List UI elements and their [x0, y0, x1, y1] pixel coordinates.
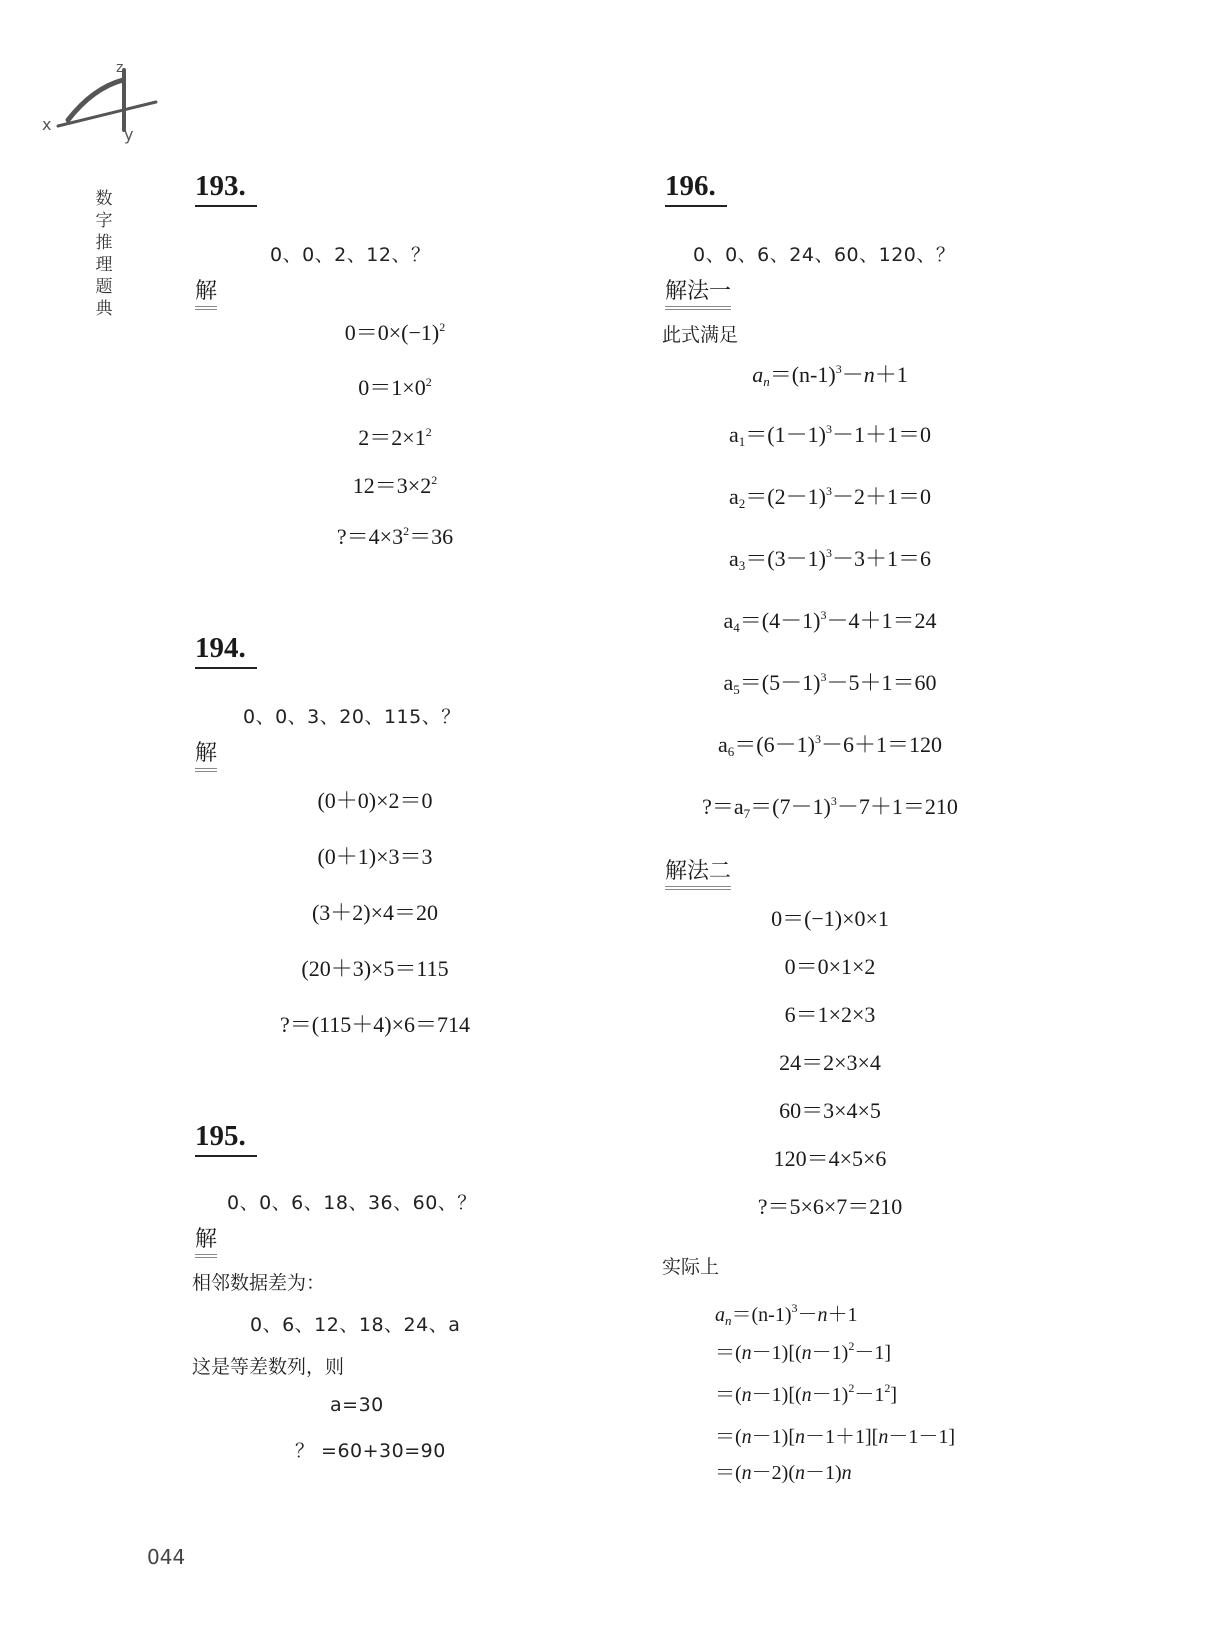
- equation: $?=4\times 3^2=36$: [336, 524, 454, 549]
- equation: $a_5=(5-1)^3-5+1=60$: [723, 670, 937, 697]
- problem-195-text-1: 相邻数据差为：: [192, 1272, 326, 1294]
- equation: 0＝(−1)×0×1: [771, 906, 889, 931]
- equation: (3＋2)×4＝20: [311, 900, 439, 925]
- problem-195-a-value: a=30: [330, 1394, 384, 1416]
- equation: 0＝0×1×2: [784, 954, 876, 979]
- equation: (0＋0)×2＝0: [317, 788, 433, 813]
- problem-193-solution-label: [195, 278, 217, 310]
- axes-logo-icon: [38, 58, 168, 148]
- equation: $a_n=(n-1)^3-n+1$: [752, 362, 908, 389]
- equation: $a_n=(n-1)^3-n+1$: [715, 1301, 858, 1328]
- equation: $2=2\times 1^2$: [358, 425, 432, 450]
- equation: $?=a_7=(7-1)^3-7+1=210$: [702, 794, 958, 821]
- equation: $0=0\times(-1)^2$: [344, 320, 446, 345]
- side-title-char: 理: [95, 255, 113, 275]
- equation: $a_6=(6-1)^3-6+1=120$: [718, 732, 942, 759]
- problem-number: 194.: [195, 630, 257, 669]
- equation: $=(n-1)[(n-1)^2-1^2]$: [715, 1381, 897, 1406]
- side-title-char: 数: [95, 189, 113, 209]
- equation: ＝(n－2)(n－1)n: [715, 1462, 852, 1484]
- problem-number: 195.: [195, 1118, 257, 1157]
- problem-195-number: [195, 1118, 257, 1157]
- equation: 24＝2×3×4: [779, 1050, 881, 1075]
- equation: (20＋3)×5＝115: [301, 956, 449, 981]
- problem-196-text-2: 实际上: [662, 1256, 720, 1278]
- problem-195-differences: 0、6、12、18、24、a: [250, 1314, 461, 1336]
- problem-195-text-2: 这是等差数列，则: [192, 1356, 345, 1378]
- solution-label: 解: [195, 1226, 217, 1258]
- equation: 120＝4×5×6: [773, 1146, 887, 1171]
- equation: (0＋1)×3＝3: [317, 844, 433, 869]
- problem-193-sequence: 0、0、2、12、？: [270, 244, 431, 266]
- side-title: [92, 188, 116, 320]
- problem-194-solution-label: [195, 740, 217, 772]
- problem-195-solution-label: [195, 1226, 217, 1258]
- problem-193-number: [195, 168, 257, 207]
- equation: $=(n-1)[(n-1)^2-1]$: [715, 1339, 891, 1364]
- side-title-char: 推: [95, 233, 113, 253]
- equation: ?＝5×6×7＝210: [757, 1194, 903, 1219]
- problem-number: 196.: [665, 168, 727, 207]
- equation: $12=3\times 2^2$: [352, 473, 438, 498]
- equation: ?＝(115＋4)×6＝714: [279, 1012, 470, 1037]
- equation: $a_2=(2-1)^3-2+1=0$: [729, 484, 931, 511]
- equation: $0=1\times 0^2$: [358, 375, 432, 400]
- problem-196-solution-1-label: [665, 278, 731, 310]
- equation: 6＝1×2×3: [784, 1002, 876, 1027]
- solution-label: 解: [195, 740, 217, 772]
- side-title-char: 典: [95, 299, 113, 319]
- side-title-char: 题: [95, 277, 113, 297]
- axis-label-z: z: [116, 60, 124, 76]
- equation: $a_4=(4-1)^3-4+1=24$: [723, 608, 937, 635]
- solution-label: 解法二: [665, 858, 731, 890]
- side-title-char: 字: [95, 211, 113, 231]
- equation: $a_1=(1-1)^3-1+1=0$: [729, 422, 931, 449]
- axis-label-x: x: [42, 115, 52, 134]
- problem-number: 193.: [195, 168, 257, 207]
- problem-194-number: [195, 630, 257, 669]
- problem-194-sequence: 0、0、3、20、115、？: [243, 706, 461, 728]
- equation: ＝(n－1)[n－1＋1][n－1－1]: [715, 1426, 955, 1448]
- problem-195-sequence: 0、0、6、18、36、60、？: [227, 1192, 477, 1214]
- problem-196-sequence: 0、0、6、24、60、120、？: [693, 244, 956, 266]
- equation: $a_3=(3-1)^3-3+1=6$: [729, 546, 931, 573]
- solution-label: 解: [195, 278, 217, 310]
- problem-196-solution-2-label: [665, 858, 731, 890]
- page-number: 044: [147, 1545, 186, 1569]
- problem-196-number: [665, 168, 727, 207]
- problem-195-answer: ？ =60+30=90: [295, 1440, 446, 1462]
- solution-label: 解法一: [665, 278, 731, 310]
- problem-196-text-1: 此式满足: [662, 324, 739, 346]
- equation: 60＝3×4×5: [779, 1098, 881, 1123]
- axis-label-y: y: [124, 125, 134, 144]
